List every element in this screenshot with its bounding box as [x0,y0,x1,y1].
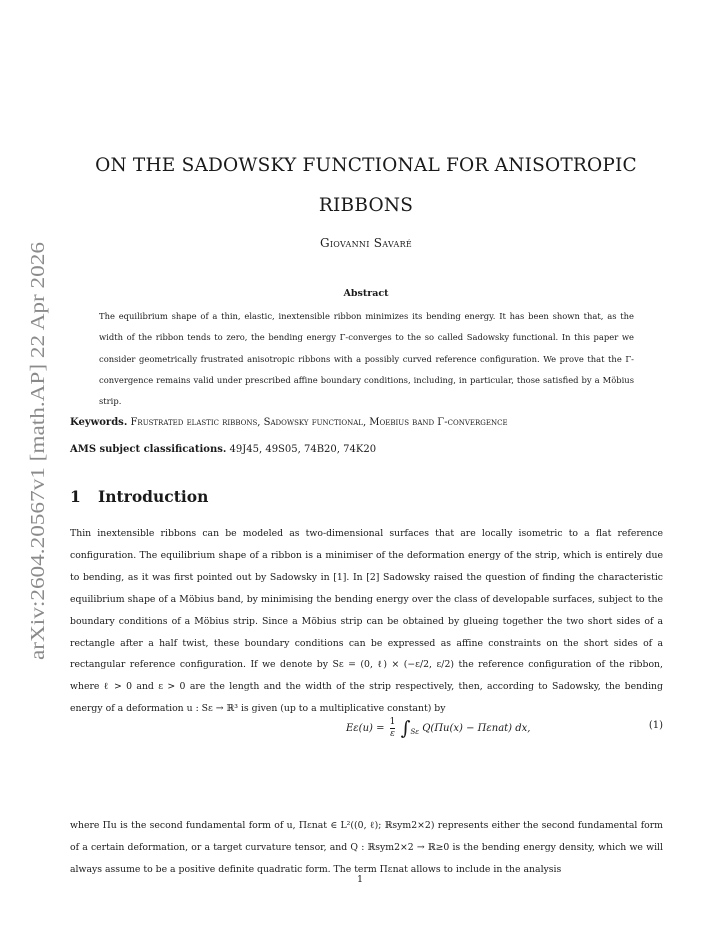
integral-sign: ∫ [400,717,411,740]
keywords-label: Keywords. [70,417,128,428]
section-number: 1 [70,487,81,506]
equation-lhs: Eε(u) = [346,723,385,734]
display-equation-1 [70,714,663,744]
arxiv-identifier-text: arXiv:2604.20567v1 [math.AP] 22 Apr 2026 [27,291,49,660]
arxiv-identifier-stamp [17,240,53,660]
abstract-heading: Abstract [343,288,389,299]
section-title: Introduction [98,487,209,506]
paper-title: ON THE SADOWSKY FUNCTIONAL FOR ANISOTROPIC RIBBONS [95,155,637,216]
fraction-numerator: 1 [389,717,396,727]
page-number: 1 [356,874,364,885]
equation-integrand: Q(Πu(x) − Πεnat) dx, [422,723,531,734]
ams-classifications-line [70,444,662,455]
section-heading [70,487,208,506]
equation-number: (1) [648,720,663,731]
fraction-denominator: ε [390,729,395,739]
intro-paragraph-1: Thin inextensible ribbons can be modeled as two-dimensional surfaces that are locally isometric to a flat reference configuration. The equilibrium shape of a ribbon is a minimiser of the deformation energy of the strip, which is entirely due to bending, as it was first pointed out by Sadowsky in [1]. In [2] Sadowsky raised the question of finding the characteristic equilibrium shape of a Möbius band, by minimising the bending energy over the class of developable surfaces, subject to the boundary conditions of a Möbius strip. Since a Möbius strip can be obtained by glueing together the two short sides of a rectangle after a half twist, these boundary conditions can be expressed as affine constraints on the short sides of a rectangular reference configuration. If we denote by Sε = (0, ℓ) × (−ε/2, ε/2) the reference configuration of the ribbon, where ℓ > 0 and ε > 0 are the length and the width of the strip respectively, then, according to Sadowsky, the bending energy of a deformation u : Sε → ℝ³ is given (up to a multiplicative constant) by [70,528,663,715]
integral-domain: Sε [410,728,420,736]
ams-label: AMS subject classifications. [70,444,227,455]
author-name: Giovanni Savaré [319,236,413,250]
equation-fraction [390,717,396,740]
ams-values: 49J45, 49S05, 74B20, 74K20 [229,444,377,455]
equation-body [346,717,530,740]
keywords-values: Frustrated elastic ribbons, Sadowsky functional, Moebius band Γ-convergence [130,417,508,428]
keywords-line [70,417,662,428]
intro-paragraph-2: where Πu is the second fundamental form of u, Πεnat ∈ L²((0, ℓ); ℝsym2×2) represents either the second fundamental form of a certain deformation, or a target curvature tensor, and Q : ℝsym2×2 → ℝ≥0 is the bending energy density, which we will always assume to be a positive definite quadratic form. The term Πεnat allows to include in the analysis [70,820,663,875]
abstract-text: The equilibrium shape of a thin, elastic, inextensible ribbon minimizes its bending energy. It has been shown that, as the width of the ribbon tends to zero, the bending energy Γ-converges to the so called Sadowsky functional. In this paper we consider geometrically frustrated anisotropic ribbons with a possibly curved reference configuration. We prove that the Γ-convergence remains valid under prescribed affine boundary conditions, including, in particular, those satisfied by a Möbius strip. [99,311,634,407]
